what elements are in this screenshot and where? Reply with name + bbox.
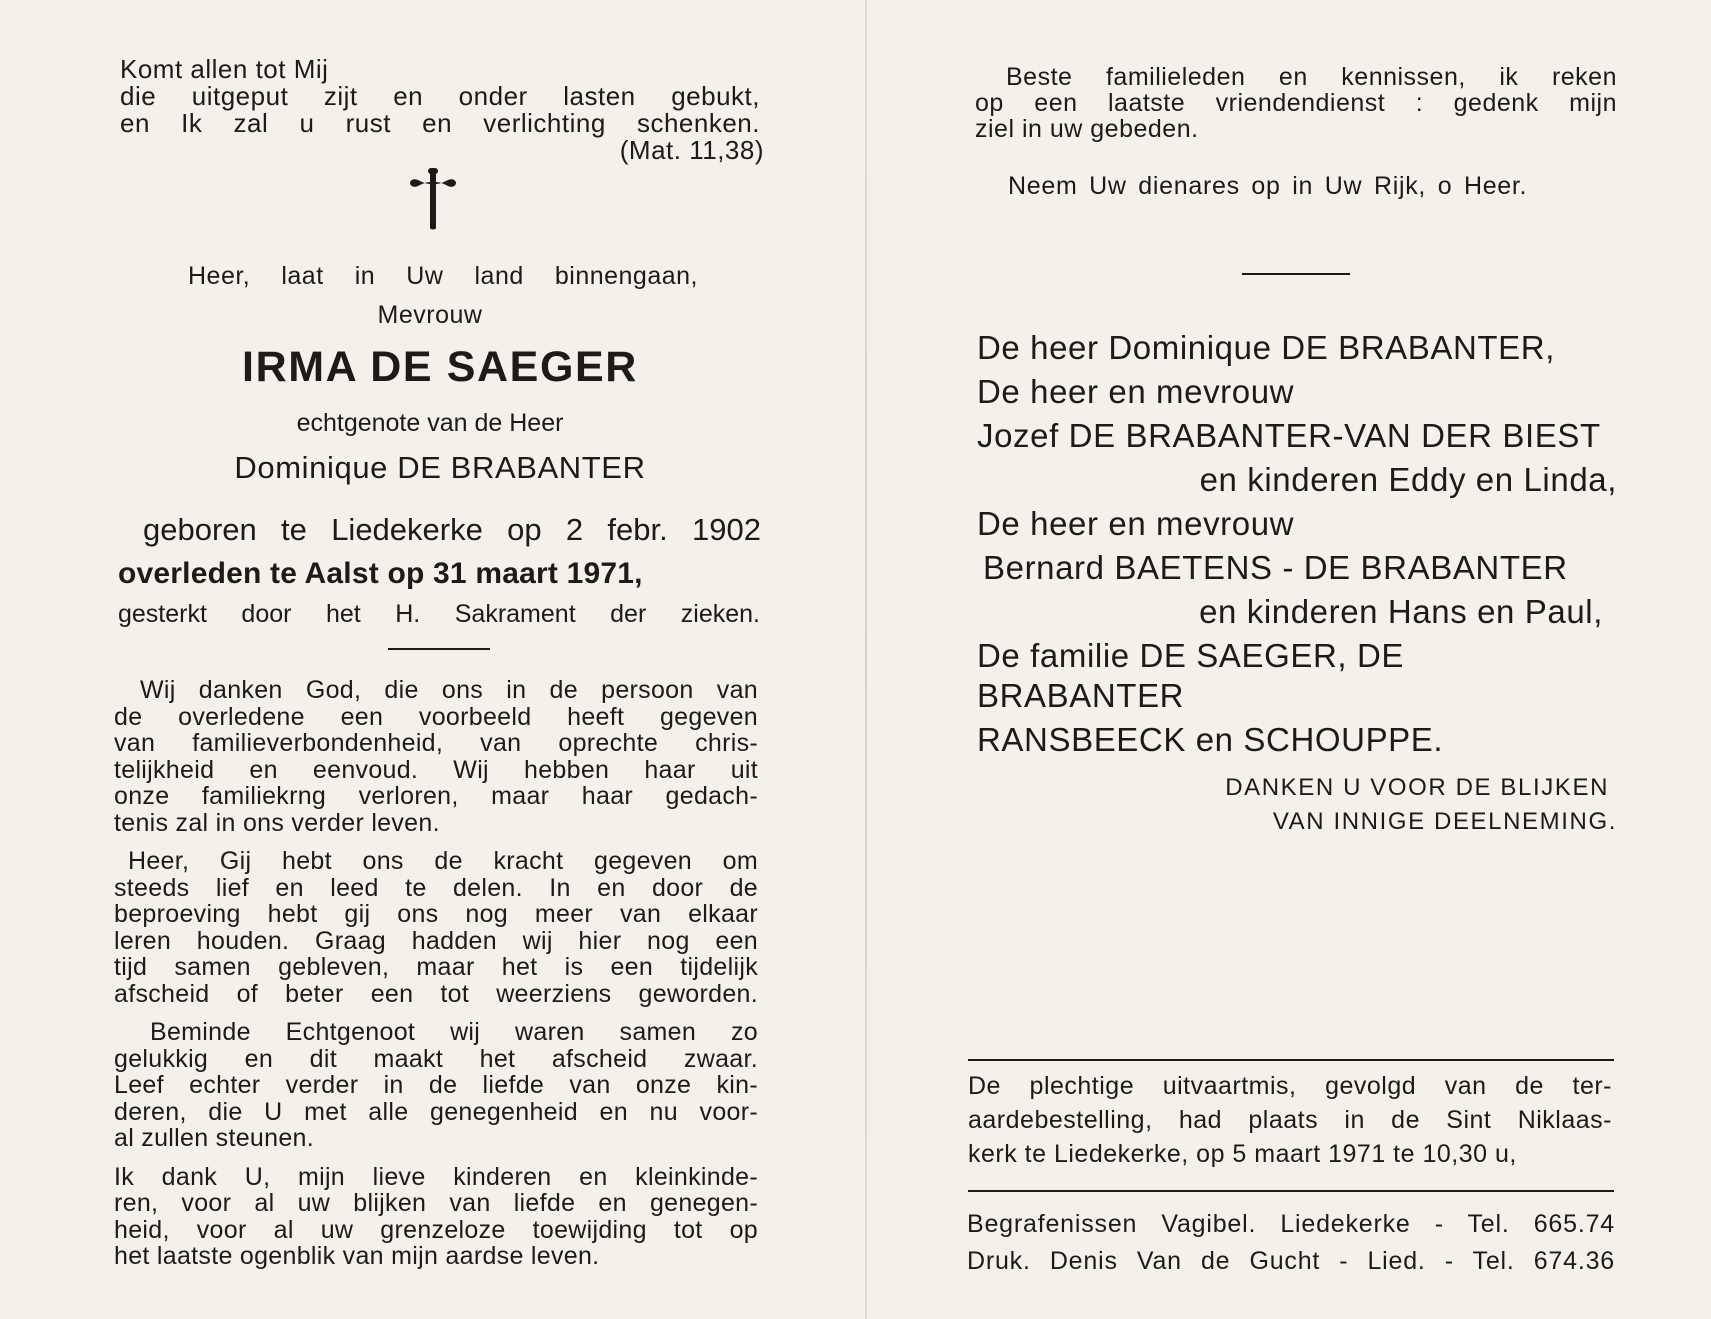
paragraph-line: ren, voor al uw blijken van liefde en genegen- — [114, 1189, 758, 1217]
birth-line: geboren te Liedekerke op 2 febr. 1902 — [143, 512, 761, 547]
family-line: De familie DE SAEGER, DE BRABANTER — [977, 637, 1405, 714]
divider-left — [388, 648, 490, 650]
divider-funeral-top — [968, 1059, 1614, 1061]
paragraph-line: gelukkig en dit maakt het afscheid zwaar. — [114, 1044, 758, 1073]
funeral-line: De plechtige uitvaartmis, gevolgd van de ter- — [968, 1072, 1612, 1100]
thanks-line: VAN INNIGE DEELNEMING. — [1272, 808, 1617, 835]
credit-line: Druk. Denis Van de Gucht - Lied. - Tel. 674.36 — [967, 1247, 1615, 1275]
funeral-line: kerk te Liedekerke, op 5 maart 1971 te 10,30 u, — [968, 1140, 1517, 1168]
family-list — [977, 328, 1617, 760]
credits — [967, 1206, 1615, 1280]
verse-line: die uitgeput zijt en onder lasten gebukt, — [120, 81, 760, 111]
family-line: De heer en mevrouw — [977, 505, 1295, 542]
request-line: ziel in uw gebeden. — [975, 115, 1199, 143]
funeral-info — [968, 1069, 1612, 1171]
family-line: en kinderen Hans en Paul, — [1199, 593, 1603, 630]
family-line: De heer Dominique DE BRABANTER, — [977, 329, 1555, 366]
paragraph-line: het laatste ogenblik van mijn aardse leven. — [114, 1242, 600, 1270]
title-mevrouw: Mevrouw — [377, 301, 483, 329]
paragraph-line: deren, die U met alle genegenheid en nu voor- — [114, 1097, 758, 1126]
family-line: en kinderen Eddy en Linda, — [1199, 461, 1617, 498]
deceased-name: IRMA DE SAEGER — [242, 343, 638, 391]
paragraph-line: Beminde Echtgenoot wij waren samen zo — [150, 1018, 758, 1046]
prayer-intro: Heer, laat in Uw land binnengaan, — [188, 262, 698, 290]
funeral-line: aardebestelling, had plaats in de Sint Niklaas- — [968, 1106, 1612, 1134]
paragraph-line: van familieverbondenheid, van oprechte chris- — [114, 729, 758, 757]
paragraph-line: Heer, Gij hebt ons de kracht gegeven om — [128, 847, 758, 875]
thanks-line: DANKEN U VOOR DE BLIJKEN — [1225, 774, 1609, 801]
paragraph-line: beproeving hebt gij ons nog meer van elkaar — [114, 900, 758, 928]
paragraph-line: afscheid of beter een tot weerziens geworden. — [114, 979, 758, 1008]
right-panel — [867, 0, 1711, 1319]
request-text — [975, 64, 1617, 142]
spouse-name: Dominique DE BRABANTER — [234, 450, 646, 485]
paragraph-line: heid, voor al uw grenzeloze toewijding tot op — [114, 1215, 758, 1244]
bible-verse — [120, 54, 764, 165]
family-line: Bernard BAETENS - DE BRABANTER — [983, 549, 1568, 586]
credit-line: Begrafenissen Vagibel. Liedekerke - Tel. 665.74 — [967, 1210, 1615, 1238]
closing-prayer: Neem Uw dienares op in Uw Rijk, o Heer. — [1008, 172, 1528, 200]
paragraph-line: telijkheid en eenvoud. Wij hebben haar uit — [114, 755, 758, 784]
message-paragraphs — [114, 677, 758, 1270]
paragraph-line: tijd samen gebleven, maar het is een tijdelijk — [114, 953, 758, 981]
latin-cross-icon — [408, 168, 458, 234]
divider-funeral-bottom — [968, 1190, 1614, 1192]
request-line: op een laatste vriendendienst : gedenk mijn — [975, 89, 1617, 117]
verse-reference: (Mat. 11,38) — [619, 135, 764, 165]
sacrament-line: gesterkt door het H. Sakrament der zieken. — [118, 600, 760, 628]
family-line: Jozef DE BRABANTER-VAN DER BIEST — [977, 417, 1601, 454]
paragraph-line: de overledene een voorbeeld heeft gegeven — [114, 702, 758, 731]
paragraph-line: steeds lief en leed te delen. In en door de — [114, 873, 758, 902]
spouse-intro: echtgenote van de Heer — [296, 409, 564, 437]
paragraph-line: Ik dank U, mijn lieve kinderen en kleinkinde- — [114, 1162, 758, 1191]
paragraph-line: Leef echter verder in de liefde van onze kin- — [114, 1071, 758, 1099]
paragraph-4 — [114, 1164, 758, 1270]
paragraph-line: leren houden. Graag hadden wij hier nog een — [114, 926, 758, 955]
request-line: Beste familieleden en kennissen, ik reken — [1006, 63, 1617, 91]
paragraph-1 — [114, 677, 758, 836]
divider-right — [1242, 273, 1350, 275]
paragraph-3 — [114, 1019, 758, 1152]
death-line: overleden te Aalst op 31 maart 1971, — [118, 557, 643, 590]
family-line: De heer en mevrouw — [977, 373, 1295, 410]
verse-line: en Ik zal u rust en verlichting schenken. — [120, 108, 760, 138]
paragraph-line: Wij danken God, die ons in de persoon van — [140, 676, 758, 704]
paragraph-2 — [114, 848, 758, 1007]
paragraph-line: onze familiekrng verloren, maar haar gedach- — [114, 782, 758, 810]
verse-line: Komt allen tot Mij — [120, 54, 329, 84]
acknowledgement — [1147, 771, 1617, 839]
paragraph-line: tenis zal in ons verder leven. — [114, 808, 440, 837]
family-line: RANSBEECK en SCHOUPPE. — [977, 721, 1444, 758]
paragraph-line: al zullen steunen. — [114, 1124, 314, 1152]
